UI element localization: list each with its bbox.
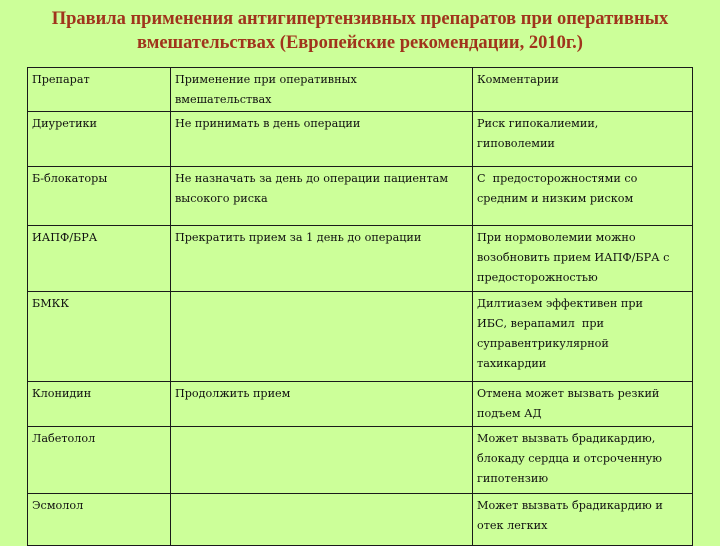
table-row (28, 427, 693, 494)
usage-cell: Не назначать за день до операции пациентам высокого риска (171, 167, 473, 226)
drug-cell: Диуретики (28, 112, 171, 167)
table-row (28, 112, 693, 167)
table-row (28, 167, 693, 226)
table-header-row (28, 68, 693, 112)
drug-cell: Клонидин (28, 382, 171, 427)
table-row (28, 382, 693, 427)
comment-cell: Отмена может вызвать резкий подъем АД (473, 382, 693, 427)
title-line-2: вмешательствах (Европейские рекомендации, 2010г.) (137, 33, 583, 53)
usage-cell (171, 427, 473, 494)
comment-cell: Риск гипокалиемии, гиповолемии (473, 112, 693, 167)
drug-cell: Эсмолол (28, 494, 171, 546)
table-row (28, 494, 693, 546)
usage-cell: Не принимать в день операции (171, 112, 473, 167)
title-line-1: Правила применения антигипертензивных препаратов при оперативных (51, 9, 669, 29)
drug-cell: БМКК (28, 292, 171, 382)
table-row (28, 226, 693, 292)
drug-cell: ИАПФ/БРА (28, 226, 171, 292)
drug-rules-table (27, 67, 693, 546)
comment-cell: Может вызвать брадикардию, блокаду сердца и отсроченную гипотензию (473, 427, 693, 494)
usage-cell (171, 494, 473, 546)
usage-cell: Продолжить прием (171, 382, 473, 427)
comment-cell: Дилтиазем эффективен при ИБС, верапамил при суправентрикулярной тахикардии (473, 292, 693, 382)
header-drug: Препарат (28, 68, 171, 112)
comment-cell: При нормоволемии можно возобновить прием ИАПФ/БРА с предосторожностью (473, 226, 693, 292)
usage-cell (171, 292, 473, 382)
header-usage: Применение при оперативных вмешательствах (171, 68, 473, 112)
comment-cell: Может вызвать брадикардию и отек легких (473, 494, 693, 546)
table-row (28, 292, 693, 382)
header-comment: Комментарии (473, 68, 693, 112)
usage-cell: Прекратить прием за 1 день до операции (171, 226, 473, 292)
drug-cell: Лабетолол (28, 427, 171, 494)
page-title (0, 7, 720, 55)
drug-cell: Б-блокаторы (28, 167, 171, 226)
comment-cell: С предосторожностями со средним и низким риском (473, 167, 693, 226)
